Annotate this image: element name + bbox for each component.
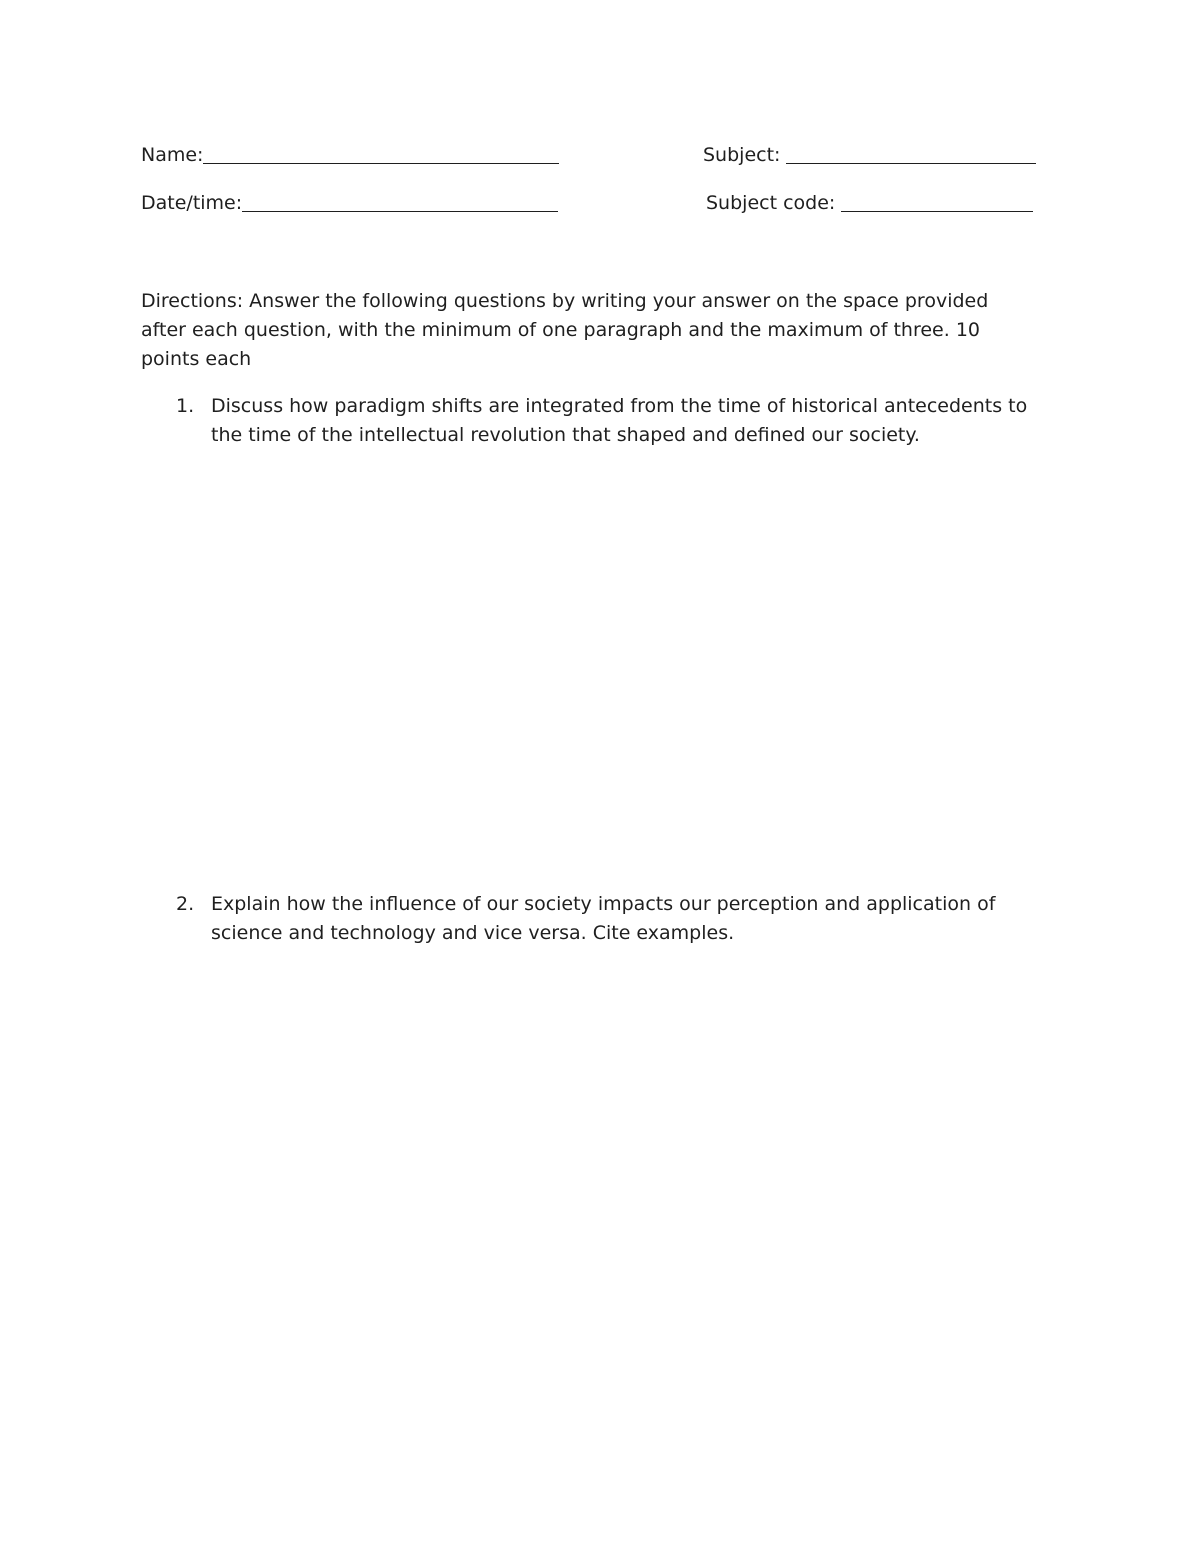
- subject-label: Subject:: [703, 144, 781, 166]
- subject-field: [703, 144, 1036, 166]
- name-label: Name:: [141, 144, 204, 166]
- datetime-field: [141, 192, 558, 214]
- datetime-blank-line[interactable]: [242, 193, 558, 212]
- question-number: 2.: [176, 893, 195, 915]
- name-field: [141, 144, 559, 166]
- subject-code-blank-line[interactable]: [841, 193, 1033, 212]
- datetime-label: Date/time:: [141, 192, 243, 214]
- question-text: Discuss how paradigm shifts are integrated from the time of historical antecedents to the time of the intellectual revolution that shaped and defined our society.: [211, 395, 1028, 446]
- subject-code-field: [706, 192, 1033, 214]
- question-text: Explain how the influence of our society impacts our perception and application of science and technology and vice versa. Cite examples.: [211, 893, 996, 944]
- subject-code-label: Subject code:: [706, 192, 836, 214]
- subject-blank-line[interactable]: [786, 145, 1036, 164]
- question-item: [141, 392, 1041, 450]
- directions-text: Directions: Answer the following questions by writing your answer on the space provided after each question, with the minimum of one paragraph and the maximum of three. 10 points each: [141, 290, 989, 370]
- name-blank-line[interactable]: [203, 145, 559, 164]
- question-number: 1.: [176, 395, 195, 417]
- question-item: [141, 890, 1041, 948]
